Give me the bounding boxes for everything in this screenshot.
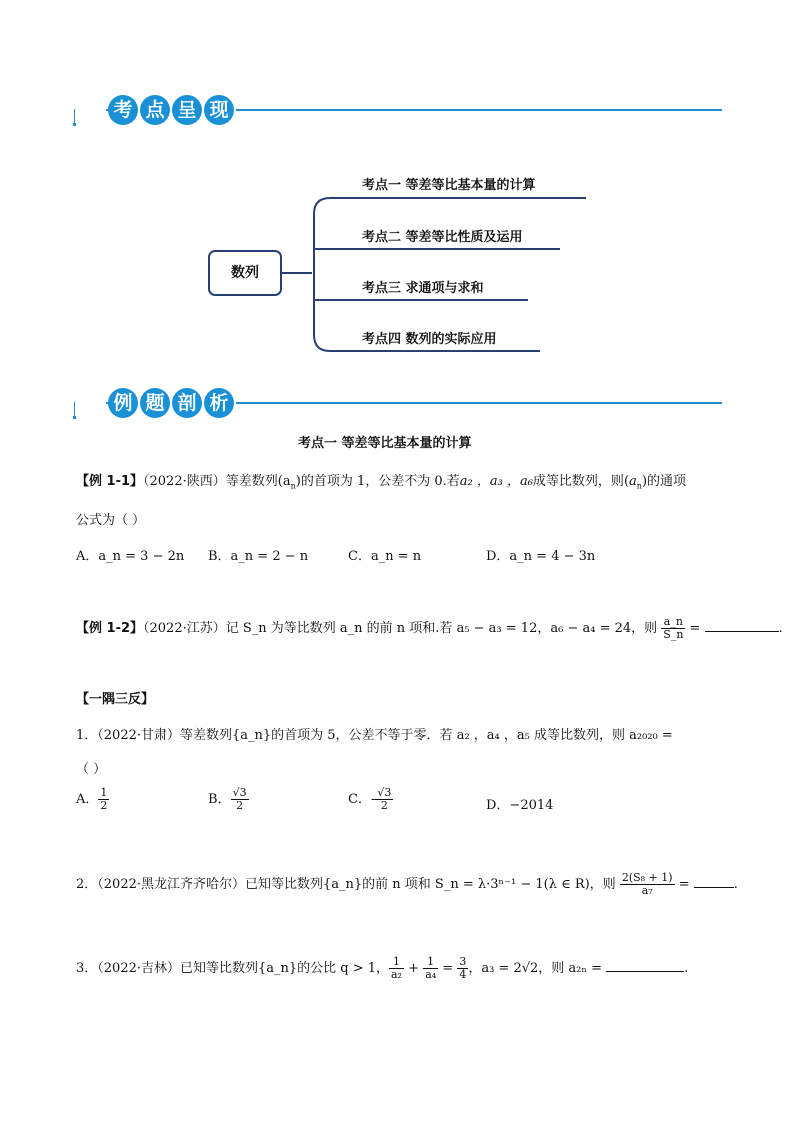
example-text: 的首项为 1，公差不为 0.若: [300, 474, 460, 489]
mindmap-branch-2: 考点二 等差等比性质及运用: [362, 230, 523, 245]
mindmap-branch-3: 考点三 求通项与求和: [362, 281, 484, 296]
header-char: 点: [140, 95, 170, 125]
question-1-line2: （ ）: [76, 762, 107, 777]
sequence-symbol: $(a_n)$: [277, 474, 301, 491]
fraction: $\frac{a\_n}{S\_n}$: [663, 615, 684, 641]
example-terms: a₂ ，a₃ ，a₆: [459, 474, 533, 489]
header-char: 例: [108, 388, 138, 418]
example-1-2: 【例 1-2】（2022·江苏）记 S_n 为等比数列 a_n 的前 n 项和.若 a₅ − a₃ = 12，a₆ − a₄ = 24，则 $\frac{a\_n}{S\_n}$ = .: [76, 615, 783, 641]
choice-d: D．a_n = 4 − 3n: [486, 549, 596, 564]
q1-choice-c: C．- $\frac{√3}{2}$: [348, 786, 392, 812]
example-tag: 【例 1-1】: [76, 474, 144, 489]
header-char: 剖: [172, 388, 202, 418]
practice-title: 【一隅三反】: [76, 692, 155, 707]
fraction: $\frac{\text{2(S₈ + 1)}}{\text{a₇}}$: [621, 871, 673, 897]
example-source: （2022·陕西）: [143, 474, 226, 489]
header-char: 题: [140, 388, 170, 418]
example-source: （2022·江苏）: [143, 621, 226, 636]
example-1-1: [76, 470, 686, 491]
trunk-connector: [314, 198, 330, 351]
question-3: 3．（2022·吉林）已知等比数列{a_n}的公比 q > 1， $\frac{1}{\text{a₂}}$ + $\frac{1}{\text{a₄}}$ = $\frac{3}{4}$ ，a₃ = 2√2，则 a₂ₙ = .: [76, 955, 689, 981]
answer-blank[interactable]: [606, 960, 684, 972]
section-title: 考点一 等差等比基本量的计算: [298, 436, 472, 451]
question-2: 2．（2022·黑龙江齐齐哈尔）已知等比数列{a_n}的前 n 项和 S_n = λ·3ⁿ⁻¹ − 1(λ ∈ R)，则 $\frac{\text{2(S₈ + 1)}}{\text{a₇}}$ = .: [76, 871, 738, 897]
example-text: 的通项: [647, 474, 687, 489]
answer-blank[interactable]: [694, 876, 734, 888]
header-char: 考: [108, 95, 138, 125]
q1-choice-a: A． $\frac{1}{2}$: [76, 786, 108, 812]
sequence-symbol: $(a_n)$: [623, 474, 648, 491]
mindmap-branch-1: 考点一 等差等比基本量的计算: [362, 178, 536, 193]
example-1-1-line2: 公式为（ ）: [76, 513, 146, 528]
mindmap-branch-4: 考点四 数列的实际应用: [362, 332, 497, 347]
answer-blank[interactable]: [705, 620, 779, 632]
choice-c: C．a_n = n: [348, 549, 422, 564]
section-header-examples: [70, 388, 722, 422]
choice-b: B．a_n = 2 − n: [208, 549, 309, 564]
choice-a: A．a_n = 3 − 2n: [76, 549, 185, 564]
q1-choice-b: B． $\frac{√3}{2}$: [208, 786, 247, 812]
mindmap-root: 数列: [208, 250, 282, 296]
example-tag: 【例 1-2】: [76, 621, 144, 636]
example-text: 记 S_n 为等比数列 a_n 的前 n 项和.若 a₅ − a₃ = 12，a₆ − a₄ = 24，则: [225, 621, 658, 636]
header-char: 呈: [172, 95, 202, 125]
header-rule: [236, 402, 722, 404]
example-text: 等差数列: [225, 474, 278, 489]
header-char: 析: [204, 388, 234, 418]
header-char: 现: [204, 95, 234, 125]
question-1: 1．（2022·甘肃）等差数列{a_n}的首项为 5，公差不等于零．若 a₂ ，a₄ ，a₅ 成等比数列，则 a₂₀₂₀ =: [76, 728, 673, 743]
q1-choice-d: D．−2014: [486, 798, 554, 813]
example-text: 成等比数列，则: [532, 474, 624, 489]
equals: =: [685, 621, 705, 636]
header-dot: [73, 416, 76, 419]
